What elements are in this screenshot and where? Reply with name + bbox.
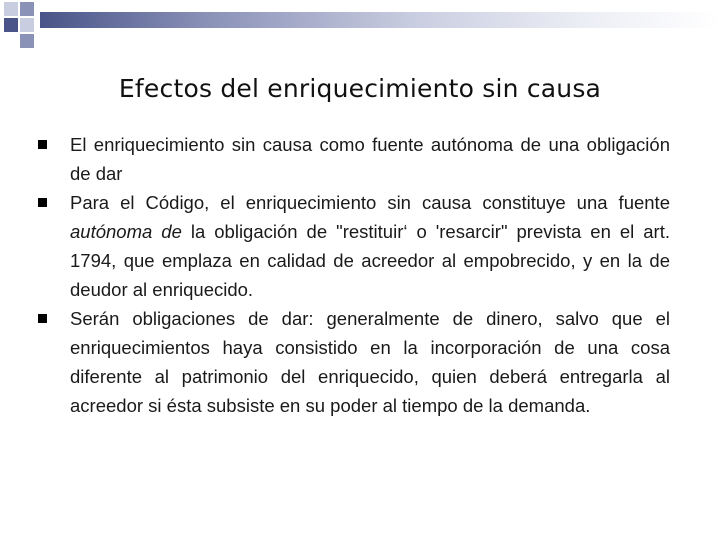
bullet-list xyxy=(36,130,670,420)
bullet-emphasis-text: autónoma de xyxy=(70,221,182,242)
square-bullet-icon xyxy=(38,140,47,149)
bullet-item xyxy=(36,304,670,420)
deco-square-4 xyxy=(20,18,34,32)
slide-title: Efectos del enriquecimiento sin causa xyxy=(118,74,602,103)
square-bullet-icon xyxy=(38,314,47,323)
square-bullet-icon xyxy=(38,198,47,207)
header-gradient-bar xyxy=(40,12,720,28)
deco-square-1 xyxy=(4,2,18,16)
bullet-item xyxy=(36,188,670,304)
deco-square-2 xyxy=(20,2,34,16)
bullet-text: Para el Código, el enriquecimiento sin causa constituye una fuente xyxy=(70,192,670,213)
deco-square-3 xyxy=(4,18,18,32)
bullet-text: Serán obligaciones de dar: generalmente de dinero, salvo que el enriquecimientos haya consistido en la incorporación de una cosa diferente al patrimonio del enriquecido, quien deberá entregarla al acreedor si ésta subsiste en su poder al tiempo de la demanda. xyxy=(70,308,670,416)
bullet-item xyxy=(36,130,670,188)
bullet-text: la obligación de "restituir‘ o 'resarcir" prevista en el art. 1794, que emplaza en calidad de acreedor al empobrecido, y en la de deudor al enriquecido. xyxy=(70,221,670,300)
corner-decoration xyxy=(0,0,720,50)
bullet-text: El enriquecimiento sin causa como fuente autónoma de una obligación de dar xyxy=(70,134,670,184)
deco-square-5 xyxy=(20,34,34,48)
